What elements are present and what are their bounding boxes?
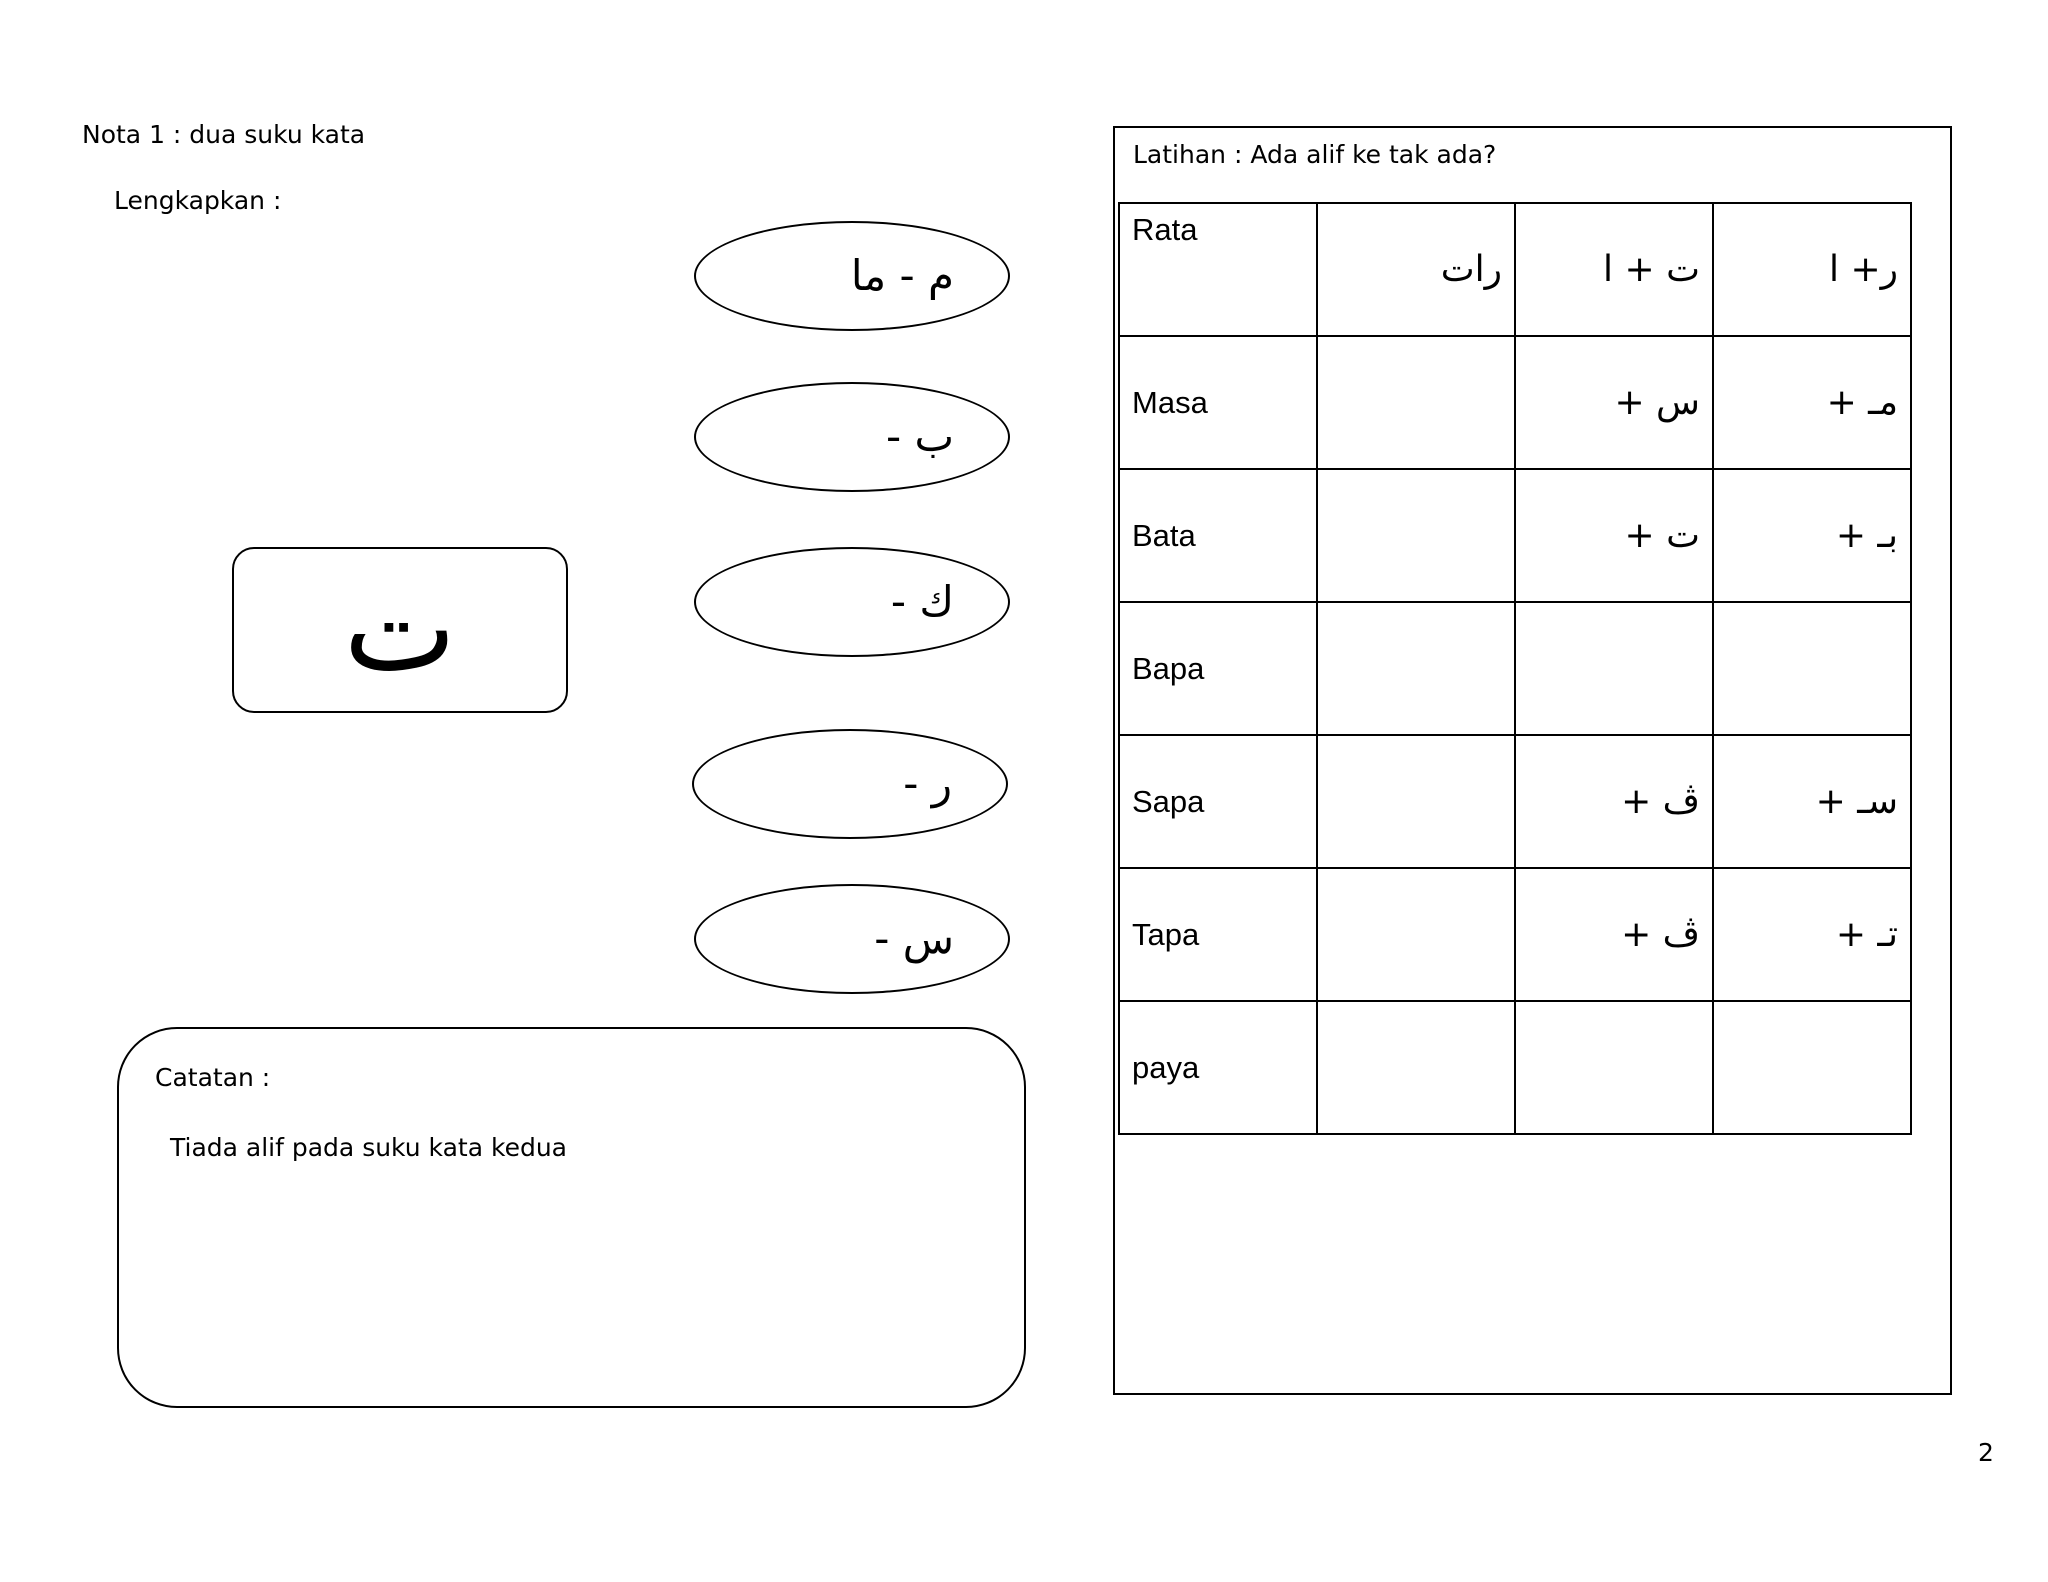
note-box-body: Tiada alif pada suku kata kedua xyxy=(170,1133,567,1162)
letter-card-letter: ت xyxy=(343,560,457,699)
answer-cell xyxy=(1317,336,1515,469)
instruction-label: Lengkapkan : xyxy=(114,186,282,215)
oval-text: ب - xyxy=(885,412,954,461)
word-cell: paya xyxy=(1119,1001,1317,1134)
oval-syllable-1 xyxy=(694,221,1010,331)
oval-text: ك - xyxy=(890,577,954,626)
syllable2-cell: ڤ + xyxy=(1515,868,1713,1001)
oval-syllable-2 xyxy=(694,382,1010,492)
letter-card xyxy=(232,547,568,713)
word-cell: Rata xyxy=(1119,203,1317,336)
syllable1-cell: سـ + xyxy=(1713,735,1911,868)
answer-cell xyxy=(1317,469,1515,602)
oval-text: س - xyxy=(874,914,954,963)
syllable1-cell: تـ + xyxy=(1713,868,1911,1001)
note-box xyxy=(117,1027,1026,1408)
word-cell: Tapa xyxy=(1119,868,1317,1001)
note-box-title: Catatan : xyxy=(155,1063,271,1092)
oval-syllable-3 xyxy=(694,547,1010,657)
exercise-title: Latihan : Ada alif ke tak ada? xyxy=(1133,140,1497,169)
syllable2-cell: ڤ + xyxy=(1515,735,1713,868)
table-row xyxy=(1119,203,1911,336)
word-cell: Bapa xyxy=(1119,602,1317,735)
syllable2-cell: ت + xyxy=(1515,469,1713,602)
table-row xyxy=(1119,1001,1911,1134)
oval-text: ر - xyxy=(903,759,952,808)
word-cell: Sapa xyxy=(1119,735,1317,868)
table-row xyxy=(1119,735,1911,868)
answer-cell xyxy=(1317,602,1515,735)
answer-cell xyxy=(1317,1001,1515,1134)
syllable2-cell: س + xyxy=(1515,336,1713,469)
answer-cell xyxy=(1317,868,1515,1001)
page-number: 2 xyxy=(1978,1438,1994,1467)
table-row xyxy=(1119,336,1911,469)
oval-text: م - ما xyxy=(850,251,954,300)
word-cell: Masa xyxy=(1119,336,1317,469)
syllable1-cell xyxy=(1713,602,1911,735)
syllable1-cell: ر+ ا xyxy=(1713,203,1911,336)
table-row xyxy=(1119,868,1911,1001)
table-row xyxy=(1119,469,1911,602)
oval-syllable-4 xyxy=(692,729,1008,839)
syllable1-cell: مـ + xyxy=(1713,336,1911,469)
syllable1-cell xyxy=(1713,1001,1911,1134)
note-title: Nota 1 : dua suku kata xyxy=(82,120,366,149)
word-cell: Bata xyxy=(1119,469,1317,602)
syllable2-cell: ت + ا xyxy=(1515,203,1713,336)
answer-cell: رات xyxy=(1317,203,1515,336)
oval-syllable-5 xyxy=(694,884,1010,994)
syllable2-cell xyxy=(1515,1001,1713,1134)
table-row xyxy=(1119,602,1911,735)
syllable1-cell: بـ + xyxy=(1713,469,1911,602)
syllable2-cell xyxy=(1515,602,1713,735)
exercise-table xyxy=(1118,202,1912,1135)
answer-cell xyxy=(1317,735,1515,868)
